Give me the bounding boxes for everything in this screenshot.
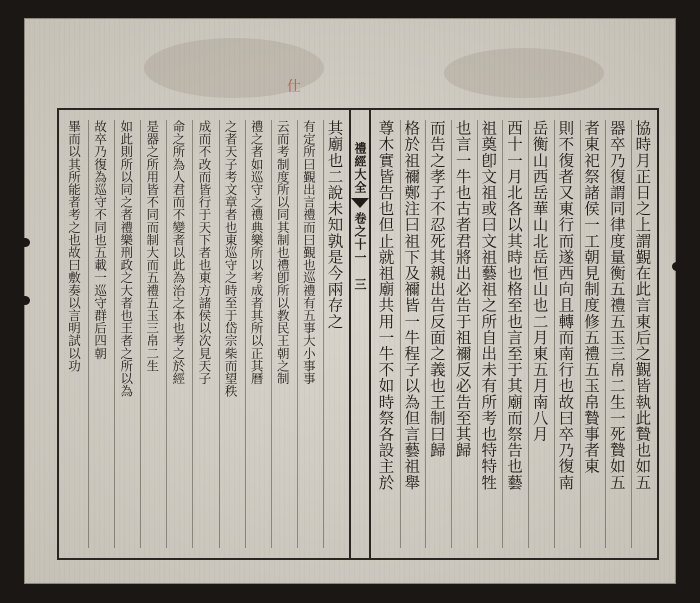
text-column: 格於祖禰鄭注曰祖下及禰皆一牛程子以為但言藝祖舉 <box>400 120 422 548</box>
text-column: 禮之者如巡守之禮典樂所以考成者其所以正其曆 <box>245 120 267 548</box>
text-column: 岳衡山西岳華山北岳恒山也二月東五月南八月 <box>528 120 550 548</box>
text-column: 是器之所用皆不同而制大而五禮五玉三帛二生 <box>140 120 162 548</box>
text-column: 成而不改而皆行于天下者也東方諸侯以次見天子 <box>192 120 214 548</box>
text-column: 也言一牛也古者君將出必告于祖禰反必告至其歸 <box>451 120 473 548</box>
fishtail-mark <box>351 198 369 208</box>
left-page <box>59 110 349 558</box>
volume-number: 卷之十一 <box>353 212 367 264</box>
text-column: 命之所為人君而不變者以此為治之本也考之於經 <box>166 120 188 548</box>
text-column: 者東祀祭諸侯一工朝見制度修五禮五玉帛贄事者東 <box>580 120 602 548</box>
binding-hole <box>10 296 30 305</box>
text-column: 則不復者又東行而遂西向且轉而南行也故曰卒乃復南 <box>554 120 576 548</box>
text-column: 畢而以其所能者考之也故曰敷奏以言明試以功 <box>66 120 82 372</box>
printed-frame <box>57 108 659 560</box>
right-page <box>371 110 657 558</box>
binding-hole <box>10 238 30 247</box>
text-column: 之者天子考文章者也東巡守之時至于岱宗柴而望秩 <box>219 120 241 548</box>
text-column: 故卒乃復為巡守不同也五載一巡守群后四朝 <box>88 120 110 548</box>
text-column: 祖奠卽文祖或曰文祖藝祖之所自出未有所考也特特牲 <box>477 120 499 548</box>
text-column: 而告之孝子不忍死其親出告反面之義也王制曰歸 <box>425 120 447 548</box>
text-column: 西十一月北各以其時也格至也言至于其廟而祭告也藝 <box>502 120 524 548</box>
text-column: 云而考制度所以同其制也禮卽所以教民王朝之制 <box>271 120 293 548</box>
book-title: 禮經大全 <box>353 142 367 194</box>
red-annotation-mark: 仕 <box>287 79 301 95</box>
text-column: 其廟也二說未知孰是今兩存之 <box>323 120 345 548</box>
folio-number: 三 <box>353 278 367 291</box>
text-column: 如此則所以同之者禮樂刑政之大者也王者之所以為 <box>114 120 136 548</box>
text-column: 器卒乃復謂同律度量衡五禮五玉三帛二生一死贄如五 <box>605 120 627 548</box>
paper-stain <box>444 48 604 98</box>
text-column: 有定所曰覲出言禮而曰覲也巡禮有五事大小事事 <box>297 120 319 548</box>
text-column: 尊木實皆告也但止就祖廟共用一牛不如時祭各設主於 <box>376 120 395 491</box>
text-column: 協時月正日之上謂覲在此言東后之覲皆執此贄也如五 <box>631 120 653 548</box>
banxin-center-strip <box>349 110 371 558</box>
binding-hole <box>672 262 692 271</box>
